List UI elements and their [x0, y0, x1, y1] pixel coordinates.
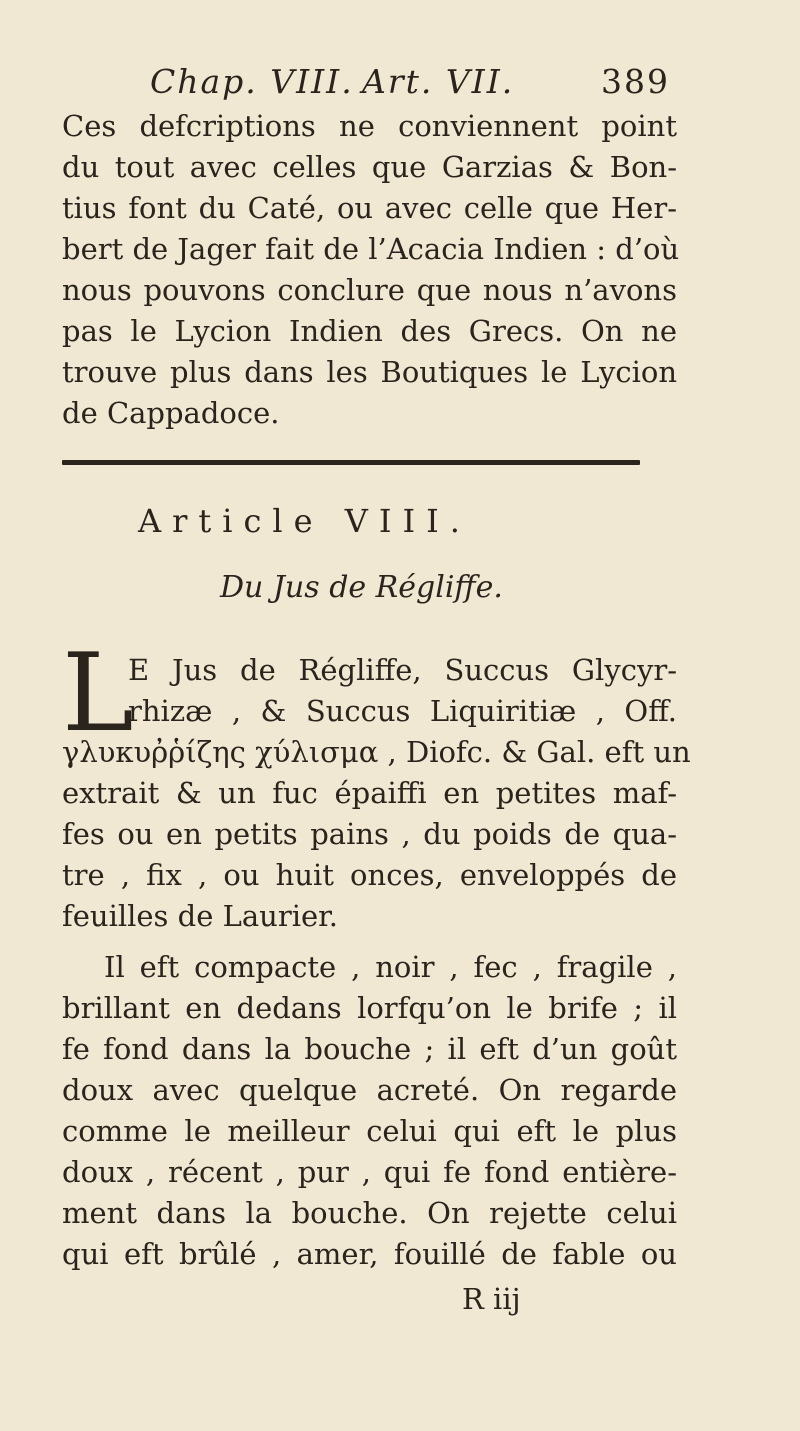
- text-line: feuilles de Laurier.: [62, 899, 339, 933]
- text-line: qui eft brûlé , amer, fouillé de fable ou: [62, 1237, 677, 1271]
- text-line: ment dans la bouche. On rejette celui: [62, 1196, 677, 1230]
- signature-mark: R iij: [462, 1282, 521, 1316]
- text-line: trouve plus dans les Boutiques le Lycion: [62, 355, 677, 389]
- text-line: fes ou en petits pains , du poids de qua-: [62, 817, 677, 851]
- text-line: du tout avec celles que Garzias & Bon-: [62, 150, 677, 184]
- text-line: de Cappadoce.: [62, 396, 280, 430]
- text-line: Ces defcriptions ne conviennent point: [62, 109, 677, 143]
- article-title: Article VIII.: [138, 502, 471, 540]
- text-line: rhizæ , & Succus Liquiritiæ , Off.: [128, 694, 677, 728]
- text-line: doux , récent , pur , qui fe fond entière-: [62, 1155, 677, 1189]
- text-line: doux avec quelque acreté. On regarde: [62, 1073, 677, 1107]
- header-article: Art. VII.: [362, 62, 515, 101]
- text-line: extrait & un fuc épaiffi en petites maf-: [62, 776, 677, 810]
- text-line: fe fond dans la bouche ; il eft d’un goût: [62, 1032, 677, 1066]
- text-line: nous pouvons conclure que nous n’avons: [62, 273, 677, 307]
- page-number: 389: [601, 62, 670, 101]
- text-line: tre , fix , ou huit onces, enveloppés de: [62, 858, 677, 892]
- text-line: bert de Jager fait de l’Acacia Indien : d’où: [62, 232, 680, 266]
- section-divider: [62, 460, 640, 465]
- text-line: comme le meilleur celui qui eft le plus: [62, 1114, 677, 1148]
- running-header: [150, 62, 670, 102]
- text-line: brillant en dedans lorfqu’on le brife ; il: [62, 991, 677, 1025]
- drop-cap: L: [62, 631, 134, 756]
- header-chapter: Chap. VIII.: [150, 62, 354, 101]
- article-subtitle: Du Jus de Régliffe.: [220, 570, 503, 605]
- text-line: Il eft compacte , noir , fec , fragile ,: [104, 950, 677, 984]
- text-line: E Jus de Régliffe, Succus Glycyr-: [128, 653, 677, 687]
- text-line: pas le Lycion Indien des Grecs. On ne: [62, 314, 677, 348]
- text-line: tius font du Caté, ou avec celle que Her-: [62, 191, 677, 225]
- text-line: γλυκυῤῥίζης χύλισμα , Diofc. & Gal. eft un: [62, 735, 691, 769]
